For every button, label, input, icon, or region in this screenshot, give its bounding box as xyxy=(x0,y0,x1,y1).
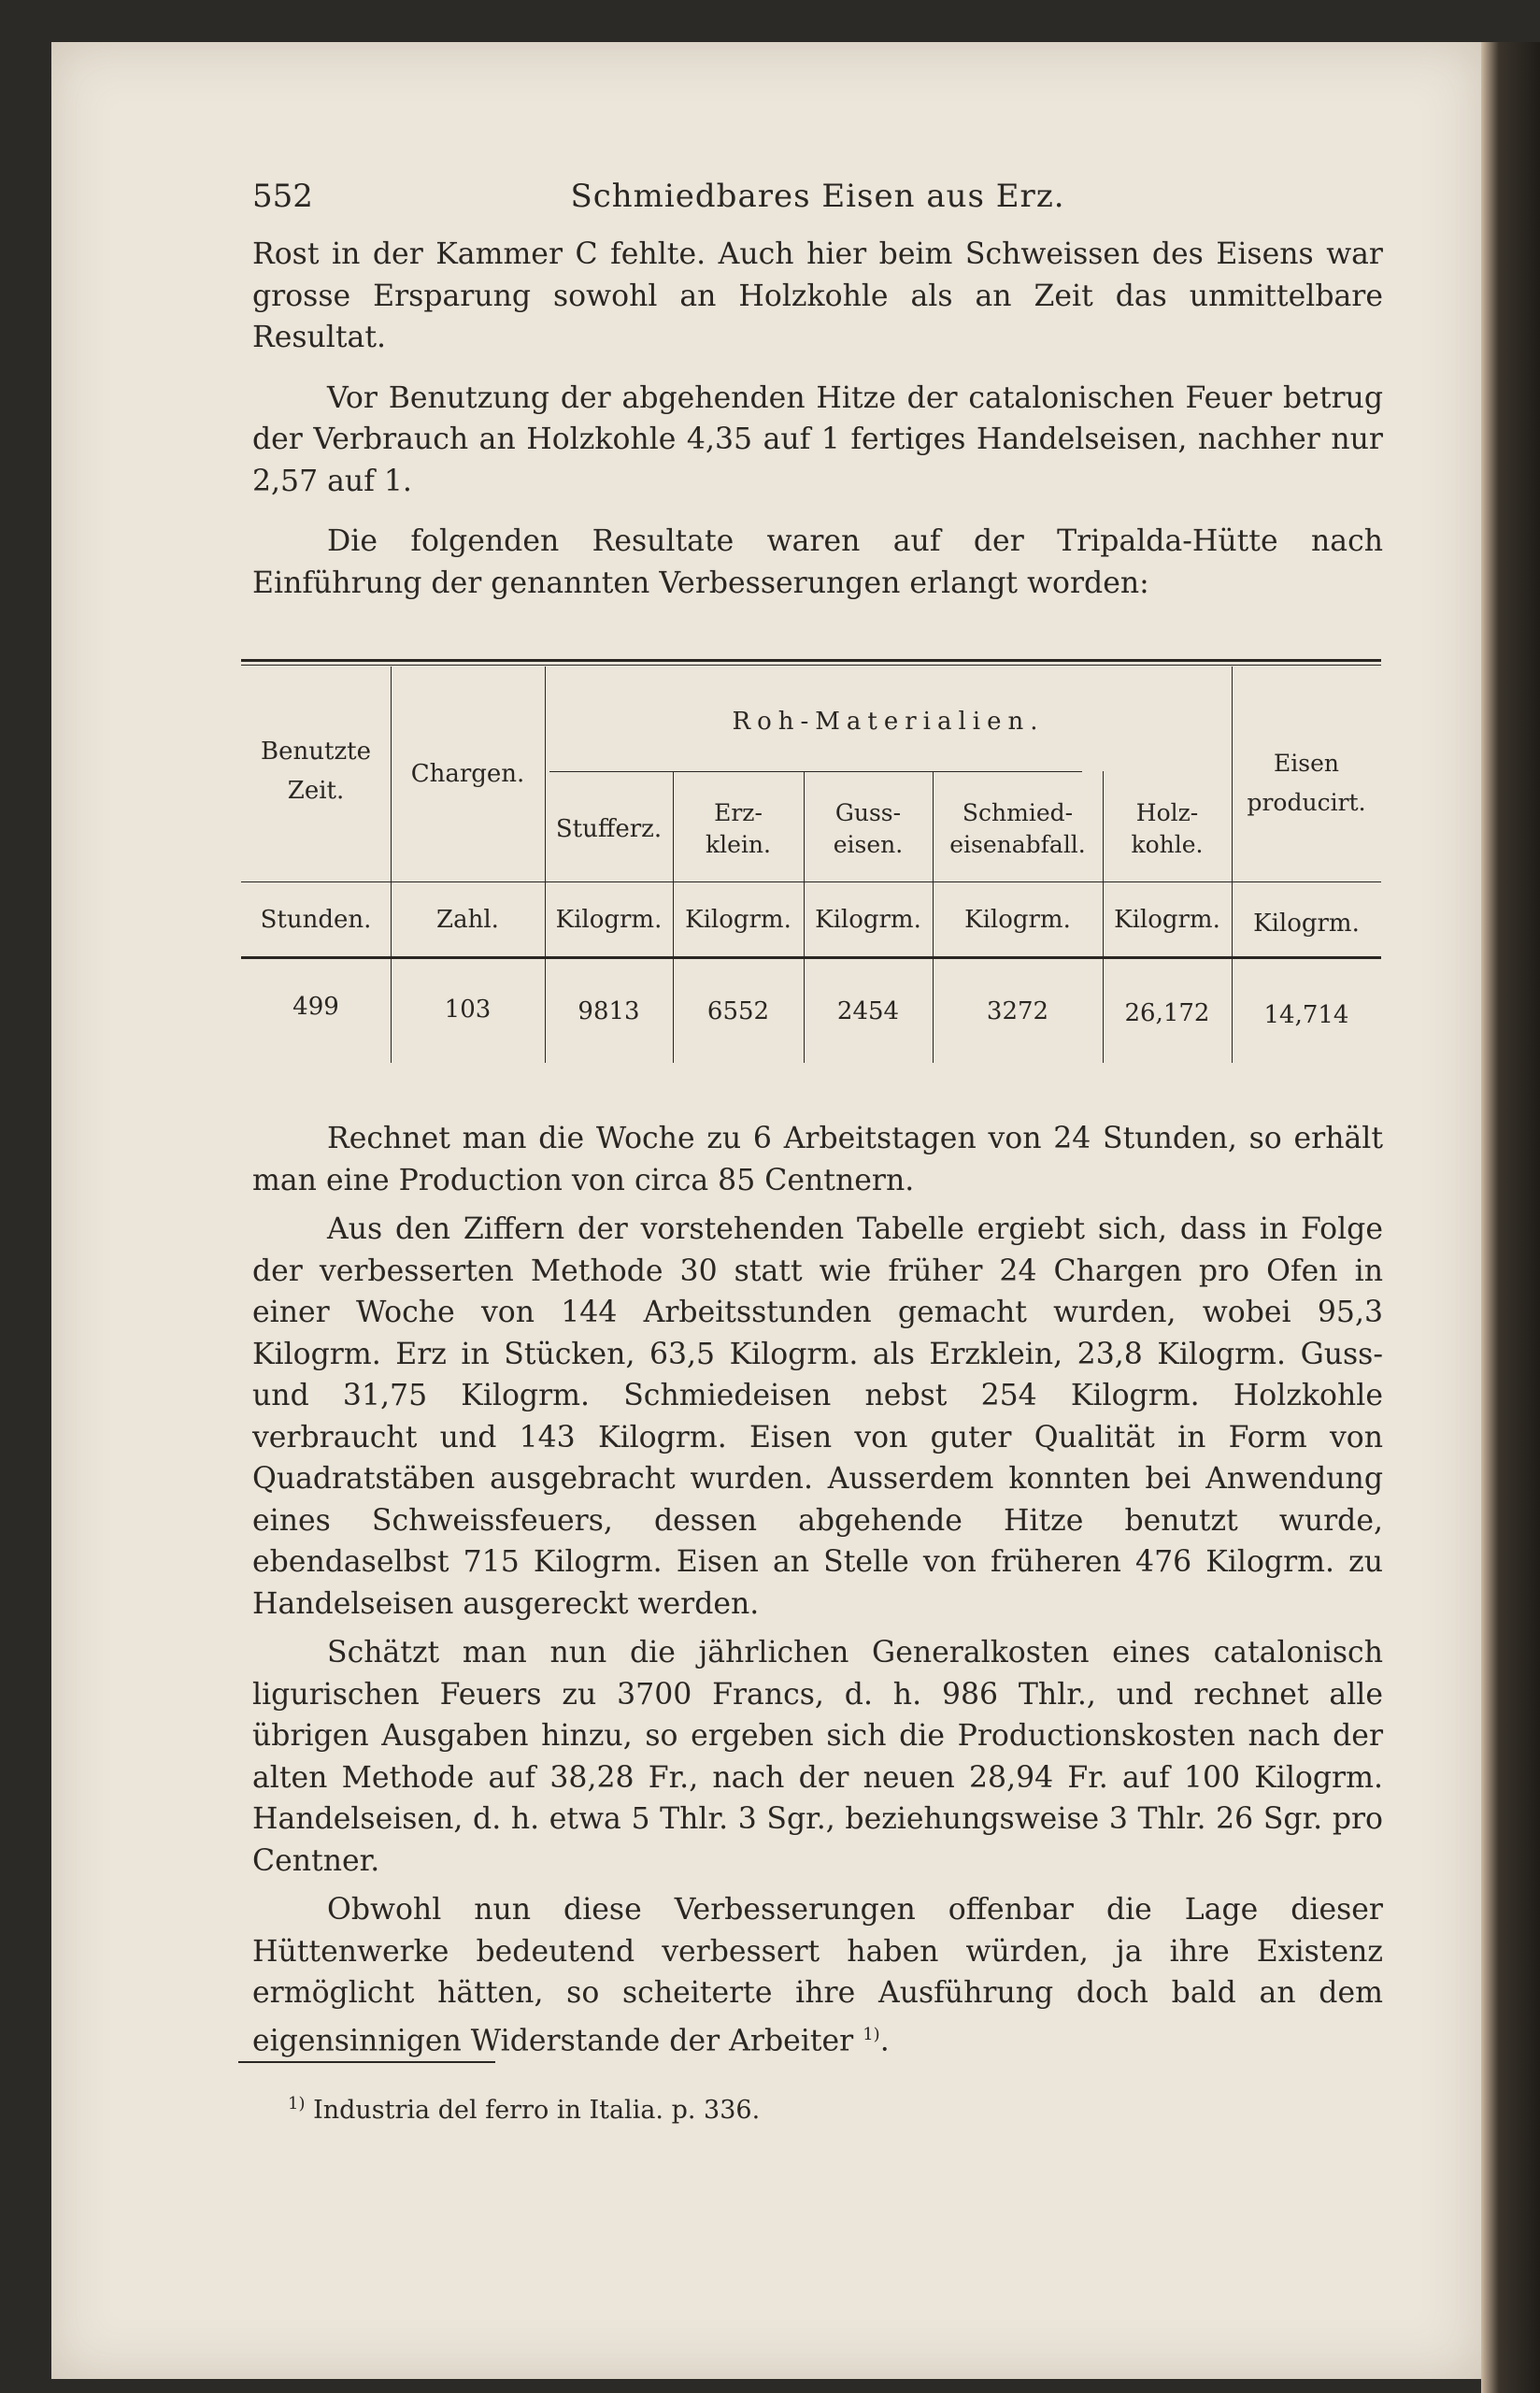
header-roh-materialien: Roh-Materialien. xyxy=(732,708,1045,736)
header-gusseisen: Guss- eisen. xyxy=(833,799,904,858)
header-stufferz: Stufferz. xyxy=(555,815,663,843)
page-number: 552 xyxy=(252,178,313,215)
value-schmiedeisenabfall: 3272 xyxy=(986,997,1049,1025)
header-chargen: Chargen. xyxy=(410,760,525,788)
value-erzklein: 6552 xyxy=(706,997,770,1025)
footnote-rule xyxy=(238,2061,495,2063)
paragraph-3: Die folgenden Resultate waren auf der Tripalda-Hütte nach Einführung der genannten Verbesserungen erlangt worden: xyxy=(252,524,1383,600)
header-erzklein: Erz- klein. xyxy=(706,799,771,858)
unit-kilogrm: Kilogrm. xyxy=(1253,910,1360,938)
value-stufferz: 9813 xyxy=(578,997,640,1025)
header-eisen-producirt: Eisen producirt. xyxy=(1247,750,1366,816)
text-block-bottom xyxy=(252,1118,1383,2062)
paragraph-5: Aus den Ziffern der vorstehenden Tabelle ergiebt sich, dass in Folge der verbesserten Methode 30 statt wie früher 24 Chargen pro Ofen in einer Woche von 144 Arbeitsstunden gemacht wurden, wobei 95,3 Kilogrm. Erz in Stücken, 63,5 Kilogrm. als Erzklein, 23,8 Kilogrm. Guss- und 31,75 Kilogrm. Schmiedeisen nebst 254 Kilogrm. Holzkohle verbraucht und 143 Kilogrm. Eisen von guter Qualität in Form von Quadratstäben ausgebracht wurden. Ausserdem konnten bei Anwendung eines Schweissfeuers, dessen abgehende Hitze benutzt wurde, ebendaselbst 715 Kilogrm. Eisen an Stelle von früheren 476 Kilogrm. zu Handelseisen ausgereckt werden. xyxy=(252,1212,1383,1621)
group-rule xyxy=(549,771,1082,772)
footnote-ref: 1) xyxy=(863,2024,880,2044)
unit-kilogrm: Kilogrm. xyxy=(555,906,663,934)
header-benutzte-zeit: Benutzte Zeit. xyxy=(261,738,371,805)
data-table xyxy=(241,659,1381,1063)
unit-kilogrm: Kilogrm. xyxy=(815,906,921,934)
unit-kilogrm: Kilogrm. xyxy=(1114,906,1220,934)
value-gusseisen: 2454 xyxy=(836,997,900,1025)
unit-zahl: Zahl. xyxy=(436,906,499,934)
page-edge xyxy=(1481,42,1540,2393)
unit-rule-bottom xyxy=(241,956,1381,959)
footnote-marker: 1) xyxy=(288,2094,306,2114)
text-block-top xyxy=(252,234,1383,604)
header-schmiedeisenabfall: Schmied- eisenabfall. xyxy=(949,799,1086,858)
unit-kilogrm: Kilogrm. xyxy=(685,906,791,934)
paragraph-1: Rost in der Kammer C fehlte. Auch hier beim Schweissen des Eisens war grosse Ersparung sowohl an Holzkohle als an Zeit das unmittelbare Resultat. xyxy=(252,237,1383,354)
table-top-rule xyxy=(241,659,1381,662)
paragraph-4: Rechnet man die Woche zu 6 Arbeitstagen von 24 Stunden, so erhält man eine Production von circa 85 Centnern. xyxy=(252,1122,1383,1197)
value-eisen: 14,714 xyxy=(1263,1001,1349,1029)
running-title: Schmiedbares Eisen aus Erz. xyxy=(570,178,1065,215)
footnote-text: Industria del ferro in Italia. p. 336. xyxy=(313,2096,761,2125)
value-chargen: 103 xyxy=(444,996,492,1024)
unit-kilogrm: Kilogrm. xyxy=(964,906,1071,934)
paragraph-2: Vor Benutzung der abgehenden Hitze der catalonischen Feuer betrug der Verbrauch an Holzkohle 4,35 auf 1 fertiges Handelseisen, nachher nur 2,57 auf 1. xyxy=(252,380,1383,498)
header-holzkohle: Holz- kohle. xyxy=(1131,799,1204,858)
page-header xyxy=(252,178,1383,224)
unit-rule-top xyxy=(241,881,1381,882)
footnote xyxy=(288,2094,760,2125)
unit-stunden: Stunden. xyxy=(260,906,372,934)
table-top-rule-thin xyxy=(241,665,1381,666)
value-holzkohle: 26,172 xyxy=(1124,999,1210,1027)
paragraph-7: Obwohl nun diese Verbesserungen offenbar die Lage dieser Hüttenwerke bedeutend verbessert haben würden, ja ihre Existenz ermöglicht hätten, so scheiterte ihre Ausführung doch bald an dem eigensinnigen Widerstande der Arbeiter $^{1)}$. xyxy=(252,1893,1383,2057)
value-stunden: 499 xyxy=(292,993,339,1021)
paragraph-6: Schätzt man nun die jährlichen Generalkosten eines catalonisch ligurischen Feuers zu 3700 Francs, d. h. 986 Thlr., und rechnet alle übrigen Ausgaben hinzu, so ergeben sich die Productionskosten nach der alten Methode auf 38,28 Fr., nach der neuen 28,94 Fr. auf 100 Kilogrm. Handelseisen, d. h. etwa 5 Thlr. 3 Sgr., beziehungsweise 3 Thlr. 26 Sgr. pro Centner. xyxy=(252,1636,1383,1878)
